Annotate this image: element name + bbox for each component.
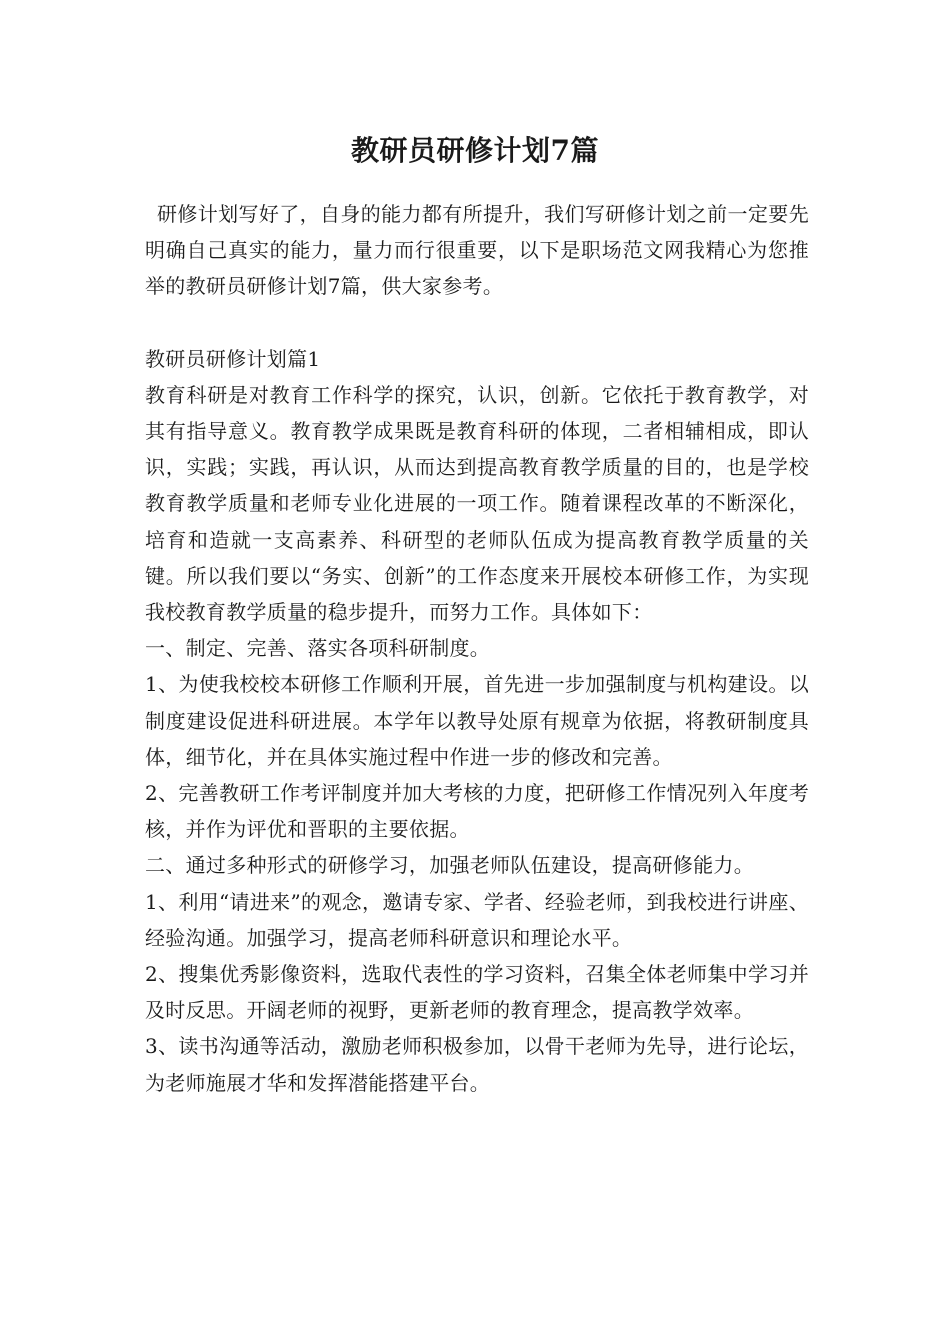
list-item: 2、完善教研工作考评制度并加大考核的力度，把研修工作情况列入年度考核，并作为评优和晋职的主要依据。 [145,781,809,842]
document-title: 教研员研修计划7篇 [351,134,599,167]
list-heading: 一、制定、完善、落实各项科研制度。 [145,636,491,661]
paragraph-spacer [145,305,809,341]
list-item: 1、为使我校校本研修工作顺利开展，首先进一步加强制度与机构建设。以制度建设促进科研进展。本学年以教导处原有规章为依据，将教研制度具体，细节化，并在具体实施过程中作进一步的修改和完善。 [145,672,809,769]
body-paragraph: 教育科研是对教育工作科学的探究，认识，创新。它依托于教育教学，对其有指导意义。教育教学成果既是教育科研的体现，二者相辅相成，即认识，实践；实践，再认识，从而达到提高教育教学质量的目的，也是学校教育教学质量和老师专业化进展的一项工作。随着课程改革的不断深化，培育和造就一支高素养、科研型的老师队伍成为提高教育教学质量的关键。所以我们要以“务实、创新”的工作态度来开展校本研修工作，为实现我校教育教学质量的稳步提升，而努力工作。具体如下： [145,382,809,625]
list-item: 2、搜集优秀影像资料，选取代表性的学习资料，召集全体老师集中学习并及时反思。开阔老师的视野，更新老师的教育理念，提高教学效率。 [145,962,809,1023]
list-item: 1、利用“请进来”的观念，邀请专家、学者、经验老师，到我校进行讲座、经验沟通。加强学习，提高老师科研意识和理论水平。 [145,889,809,950]
list-item: 3、读书沟通等活动，激励老师积极参加，以骨干老师为先导，进行论坛，为老师施展才华和发挥潜能搭建平台。 [145,1034,809,1095]
document-body [145,196,809,1101]
section-heading: 教研员研修计划篇1 [145,346,321,371]
intro-paragraph: 研修计划写好了，自身的能力都有所提升，我们写研修计划之前一定要先明确自己真实的能力，量力而行很重要，以下是职场范文网我精心为您推举的教研员研修计划7篇，供大家参考。 [145,202,809,299]
list-heading: 二、通过多种形式的研修学习，加强老师队伍建设，提高研修能力。 [145,853,754,878]
